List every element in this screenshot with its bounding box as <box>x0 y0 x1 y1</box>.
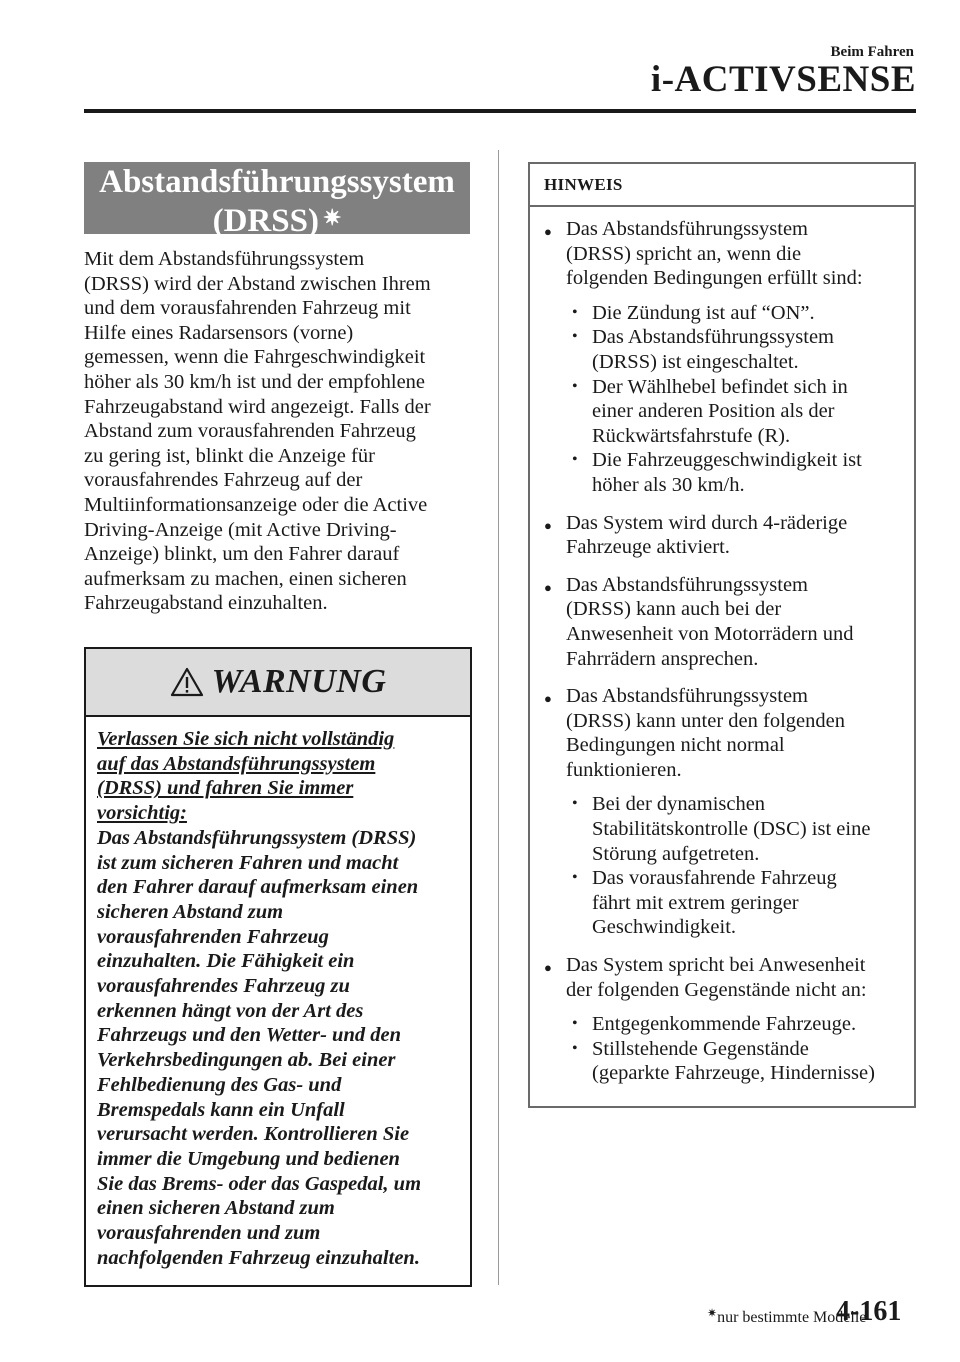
warning-text-line: Verkehrsbedingungen ab. Bei einer <box>97 1049 396 1072</box>
warning-text-line: nachfolgenden Fahrzeug einzuhalten. <box>97 1246 420 1269</box>
sub-bullet-icon: • <box>572 328 578 346</box>
header-rule <box>84 109 916 113</box>
warning-text-line: verursacht werden. Kontrollieren Sie <box>97 1123 410 1146</box>
note-sub-item <box>566 375 908 449</box>
note-item-line: Das Abstandsführungssystem <box>566 573 809 596</box>
note-sub-item-line: Störung aufgetreten. <box>592 842 760 865</box>
note-sub-item-line: Entgegenkommende Fahrzeuge. <box>592 1013 857 1036</box>
warning-text-line: Bremspedals kann ein Unfall <box>97 1098 345 1121</box>
note-item-line: der folgenden Gegenstände nicht an: <box>566 978 867 1001</box>
warning-text-line: immer die Umgebung und bedienen <box>97 1147 400 1170</box>
note-sub-list <box>566 1012 908 1086</box>
bullet-dot-icon: ● <box>544 579 552 595</box>
note-sub-item-line: Rückwärtsfahrstufe (R). <box>592 424 791 447</box>
note-sub-item-line: höher als 30 km/h. <box>592 473 745 496</box>
warning-text-line: vorausfahrenden Fahrzeug <box>97 925 329 948</box>
warning-triangle-icon <box>170 667 204 697</box>
note-sub-item-line: (DRSS) ist eingeschaltet. <box>592 350 799 373</box>
note-item-line: Das Abstandsführungssystem <box>566 685 809 708</box>
warning-text-line: vorausfahrenden und zum <box>97 1222 321 1245</box>
warning-text <box>97 826 462 1271</box>
intro-line: Fahrzeugabstand einzuhalten. <box>84 592 328 615</box>
warning-lead-line: vorsichtig: <box>97 802 187 825</box>
warning-text-line: Fahrzeugs und den Wetter- und den <box>97 1024 401 1047</box>
bullet-dot-icon: ● <box>544 224 552 239</box>
note-item <box>544 573 908 671</box>
note-item-line: Anwesenheit von Motorrädern und <box>566 622 854 645</box>
warning-header <box>86 649 470 717</box>
intro-line: Mit dem Abstandsführungssystem <box>84 248 365 270</box>
note-sub-item-line: (geparkte Fahrzeuge, Hindernisse) <box>592 1062 875 1085</box>
warning-text-line: erkennen hängt von der Art des <box>97 999 364 1022</box>
note-item-line: Bedingungen nicht normal <box>566 734 785 757</box>
intro-line: Hilfe eines Radarsensors (vorne) <box>84 321 354 344</box>
warning-lead-line: (DRSS) und fahren Sie immer <box>97 777 354 800</box>
note-sub-item-line: Geschwindigkeit. <box>592 916 737 939</box>
note-box <box>528 162 916 1108</box>
intro-paragraph <box>84 247 484 616</box>
section-heading-line1: Abstandsführungssystem <box>99 164 455 200</box>
warning-body <box>86 717 470 1270</box>
note-item-line: Fahrzeuge aktiviert. <box>566 536 730 559</box>
note-sub-list <box>566 792 908 940</box>
warning-text-line: Fehlbedienung des Gas- und <box>97 1073 342 1096</box>
intro-line: und dem vorausfahrenden Fahrzeug mit <box>84 297 411 320</box>
section-heading-line2: (DRSS) <box>212 203 319 239</box>
warning-text-line: ist zum sicheren Fahren und macht <box>97 851 399 874</box>
note-sub-item <box>566 301 908 326</box>
note-sub-item-line: Stabilitätskontrolle (DSC) ist eine <box>592 818 871 841</box>
intro-line: (DRSS) wird der Abstand zwischen Ihrem <box>84 272 431 295</box>
note-sub-item-line: Das vorausfahrende Fahrzeug <box>592 867 837 890</box>
note-sub-item-line: Der Wählhebel befindet sich in <box>592 375 848 398</box>
note-item <box>544 953 908 1086</box>
note-item <box>544 511 908 560</box>
sub-bullet-icon: • <box>572 303 578 321</box>
warning-lead-line: Verlassen Sie sich nicht vollständig <box>97 728 395 750</box>
note-sub-item <box>566 866 908 940</box>
note-item-line: folgenden Bedingungen erfüllt sind: <box>566 267 863 290</box>
note-sub-item-line: Stillstehende Gegenstände <box>592 1037 809 1060</box>
bullet-dot-icon: ● <box>544 960 552 976</box>
header-chapter-title: i-ACTIVSENSE <box>650 59 916 100</box>
sub-bullet-icon: • <box>572 451 578 469</box>
intro-line: Anzeige) blinkt, um den Fahrer darauf <box>84 543 400 566</box>
note-item <box>544 684 908 940</box>
note-item-line: Das System wird durch 4-räderige <box>566 511 848 534</box>
note-item <box>544 217 908 498</box>
warning-lead <box>97 727 462 826</box>
intro-line: Abstand zum vorausfahrenden Fahrzeug <box>84 420 416 443</box>
sub-bullet-icon: • <box>572 869 578 887</box>
note-item-line: (DRSS) kann auch bei der <box>566 598 782 621</box>
note-sub-item <box>566 448 908 497</box>
note-item-line: Das Abstandsführungssystem <box>566 218 809 240</box>
note-sub-item-line: Das Abstandsführungssystem <box>592 326 835 349</box>
note-sub-item <box>566 1037 908 1086</box>
warning-text-line: einzuhalten. Die Fähigkeit ein <box>97 950 355 973</box>
footnote-text: nur bestimmte Modelle <box>717 1309 867 1326</box>
warning-text-line: den Fahrer darauf aufmerksam einen <box>97 876 419 899</box>
warning-title: WARNUNG <box>211 663 387 700</box>
note-sub-item <box>566 792 908 866</box>
note-item-line: Fahrrädern ansprechen. <box>566 647 759 670</box>
note-item-line: funktionieren. <box>566 758 682 781</box>
warning-text-line: sicheren Abstand zum <box>97 900 284 923</box>
sub-bullet-icon: • <box>572 795 578 813</box>
intro-line: Multiinformationsanzeige oder die Active <box>84 493 428 516</box>
header-section-label: Beim Fahren <box>830 44 914 60</box>
note-item-line: Das System spricht bei Anwesenheit <box>566 954 866 977</box>
note-sub-item <box>566 325 908 374</box>
note-header: HINWEIS <box>530 164 914 207</box>
intro-line: gemessen, wenn die Fahrgeschwindigkeit <box>84 346 426 369</box>
note-body <box>530 207 914 1086</box>
column-divider <box>498 150 499 1285</box>
warning-text-line: Das Abstandsführungssystem (DRSS) <box>97 826 417 849</box>
footnote-mark: ✷ <box>707 1306 718 1320</box>
sub-bullet-icon: • <box>572 377 578 395</box>
sub-bullet-icon: • <box>572 1015 578 1033</box>
warning-text-line: einen sicheren Abstand zum <box>97 1197 335 1220</box>
intro-line: aufmerksam zu machen, einen sicheren <box>84 567 407 590</box>
warning-text-line: vorausfahrendes Fahrzeug zu <box>97 975 350 998</box>
warning-box <box>84 647 472 1287</box>
intro-line: Fahrzeugabstand wird angezeigt. Falls der <box>84 395 431 418</box>
note-item-line: (DRSS) kann unter den folgenden <box>566 709 845 732</box>
bullet-dot-icon: ● <box>544 691 552 707</box>
note-sub-item <box>566 1012 908 1037</box>
optional-equipment-mark: ✷ <box>322 205 342 230</box>
bullet-dot-icon: ● <box>544 517 552 533</box>
note-sub-list <box>566 301 908 498</box>
note-sub-item-line: Bei der dynamischen <box>592 793 766 816</box>
warning-text-line: Sie das Brems- oder das Gaspedal, um <box>97 1172 422 1195</box>
note-sub-item-line: Die Zündung ist auf “ON”. <box>592 301 815 324</box>
intro-line: höher als 30 km/h ist und der empfohlene <box>84 370 426 393</box>
intro-line: Driving-Anzeige (mit Active Driving- <box>84 518 397 541</box>
warning-lead-line: auf das Abstandsführungssystem <box>97 752 376 775</box>
note-sub-item-line: fährt mit extrem geringer <box>592 891 799 914</box>
page-number: 4-161 <box>836 1296 902 1327</box>
note-item-line: (DRSS) spricht an, wenn die <box>566 242 802 265</box>
section-heading <box>84 162 470 239</box>
intro-line: vorausfahrendes Fahrzeug auf der <box>84 469 363 492</box>
intro-line: zu gering ist, blinkt die Anzeige für <box>84 444 375 467</box>
note-sub-item-line: Die Fahrzeuggeschwindigkeit ist <box>592 449 862 472</box>
note-sub-item-line: einer anderen Position als der <box>592 400 835 423</box>
sub-bullet-icon: • <box>572 1039 578 1057</box>
